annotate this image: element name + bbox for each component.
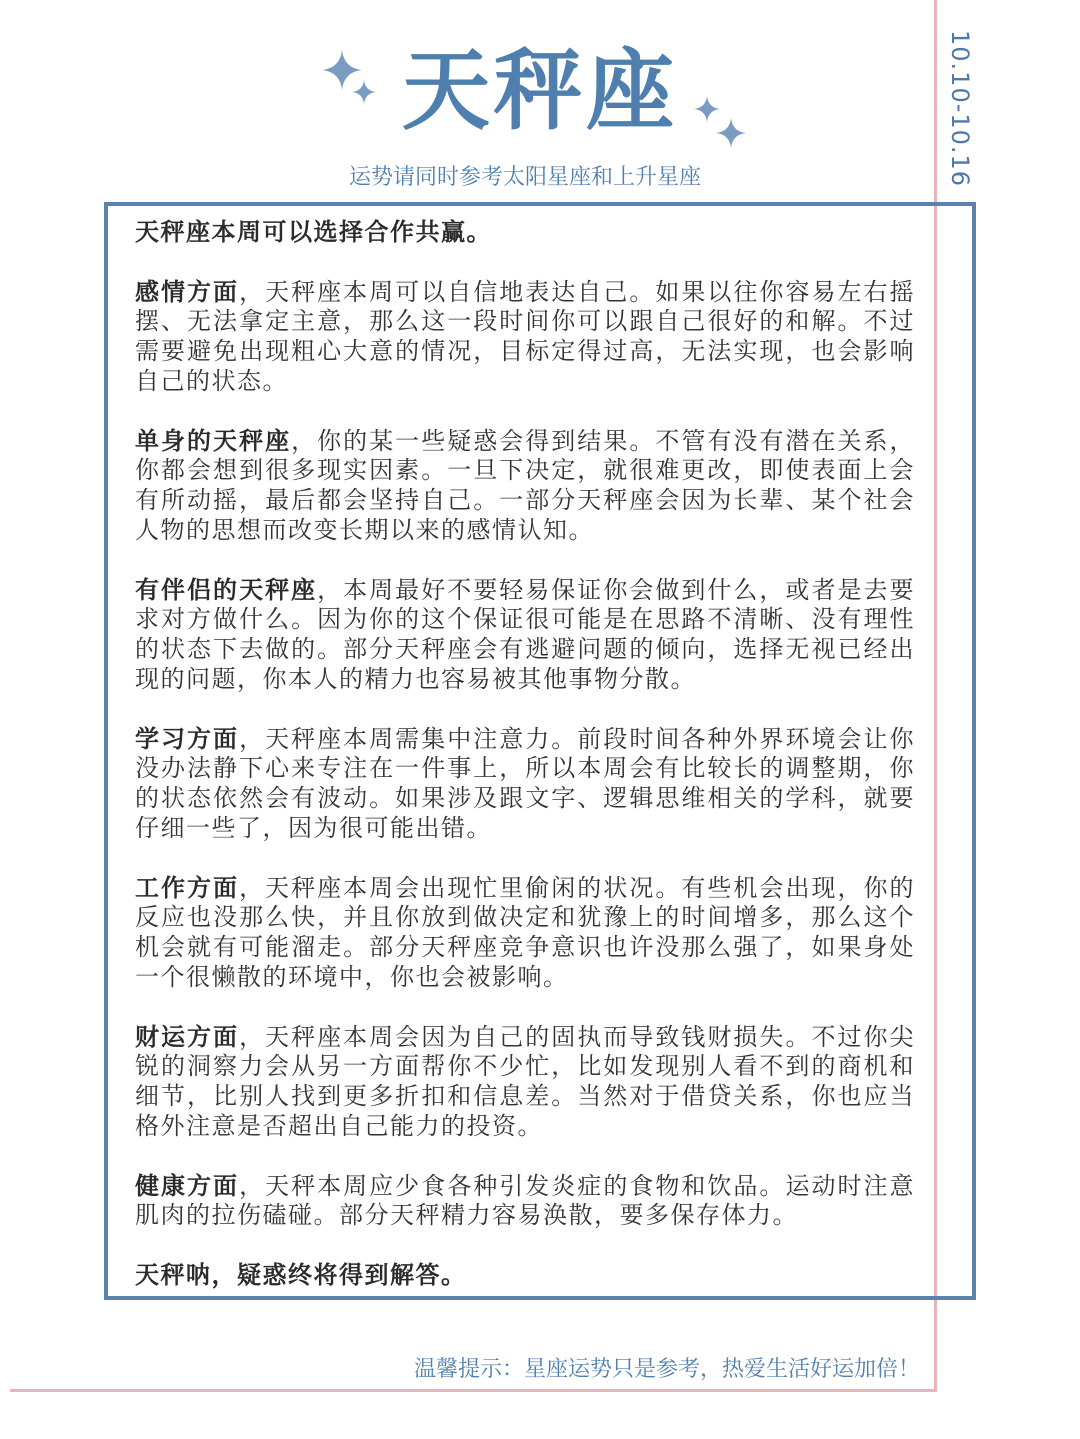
intro-line: 天秤座本周可以选择合作共赢。: [135, 218, 492, 246]
section-text: ，天秤座本周会因为自己的固执而导致钱财损失。不过你尖锐的洞察力会从另一方面帮你不少忙，比如发现别人看不到的商机和细节，比别人找到更多折扣和信息差。当然对于借贷关系，你也应当格外注意是否超出自己能力的投资。: [135, 1022, 916, 1140]
section-text: ，天秤本周应少食各种引发炎症的食物和饮品。运动时注意肌肉的拉伤磕碰。部分天秤精力容易涣散，要多保存体力。: [135, 1171, 916, 1230]
page-title: 天秤座: [401, 39, 678, 142]
section-text: ，天秤座本周会出现忙里偷闲的状况。有些机会出现，你的反应也没那么快，并且你放到做决定和犹豫上的时间增多，那么这个机会就有可能溜走。部分天秤座竞争意识也许没那么强了，如果身处一个很懒散的环境中，你也会被影响。: [135, 873, 916, 991]
section-heading: 财运方面: [135, 1022, 240, 1051]
section-study: [135, 725, 915, 844]
section-heading: 有伴侣的天秤座: [135, 575, 318, 604]
section-text: ，天秤座本周需集中注意力。前段时间各种外界环境会让你没办法静下心来专注在一件事上，所以本周会有比较长的调整期，你的状态依然会有波动。如果涉及跟文字、逻辑思维相关的学科，就要仔细一些了，因为很可能出错。: [135, 724, 916, 842]
section-work: [135, 874, 915, 993]
pink-horizontal-line: [10, 1389, 937, 1392]
section-text: ，你的某一些疑惑会得到结果。不管有没有潜在关系，你都会想到很多现实因素。一旦下决定，就很难更改，即使表面上会有所动摇，最后都会坚持自己。一部分天秤座会因为长辈、某个社会人物的思想而改变长期以来的感情认知。: [135, 426, 916, 544]
sparkle-icon: [716, 118, 746, 148]
section-partnered: [135, 576, 915, 695]
section-health: [135, 1172, 915, 1232]
date-range: 10.10-10.16: [946, 30, 974, 188]
closing-line: 天秤呐，疑惑终将得到解答。: [135, 1260, 467, 1289]
section-heading: 学习方面: [135, 724, 240, 753]
horoscope-content: [135, 218, 915, 1320]
section-heading: 健康方面: [135, 1171, 240, 1200]
footer-tip: 温馨提示：星座运势只是参考，热爱生活好运加倍！: [413, 1357, 920, 1382]
section-love: [135, 278, 915, 397]
section-heading: 感情方面: [135, 277, 240, 306]
section-single: [135, 427, 915, 546]
section-heading: 单身的天秤座: [135, 426, 292, 455]
sparkle-icon: [352, 80, 376, 104]
section-text: ，本周最好不要轻易保证你会做到什么，或者是去要求对方做什么。因为你的这个保证很可能是在思路不清晰、没有理性的状态下去做的。部分天秤座会有逃避问题的倾向，选择无视已经出现的问题，你本人的精力也容易被其他事物分散。: [135, 575, 916, 693]
page-subtitle: 运势请同时参考太阳星座和上升星座: [348, 165, 701, 190]
section-text: ，天秤座本周可以自信地表达自己。如果以往你容易左右摇摆、无法拿定主意，那么这一段时间你可以跟自己很好的和解。不过需要避免出现粗心大意的情况，目标定得过高，无法实现，也会影响自己的状态。: [135, 277, 916, 395]
section-heading: 工作方面: [135, 873, 240, 902]
section-wealth: [135, 1023, 915, 1142]
